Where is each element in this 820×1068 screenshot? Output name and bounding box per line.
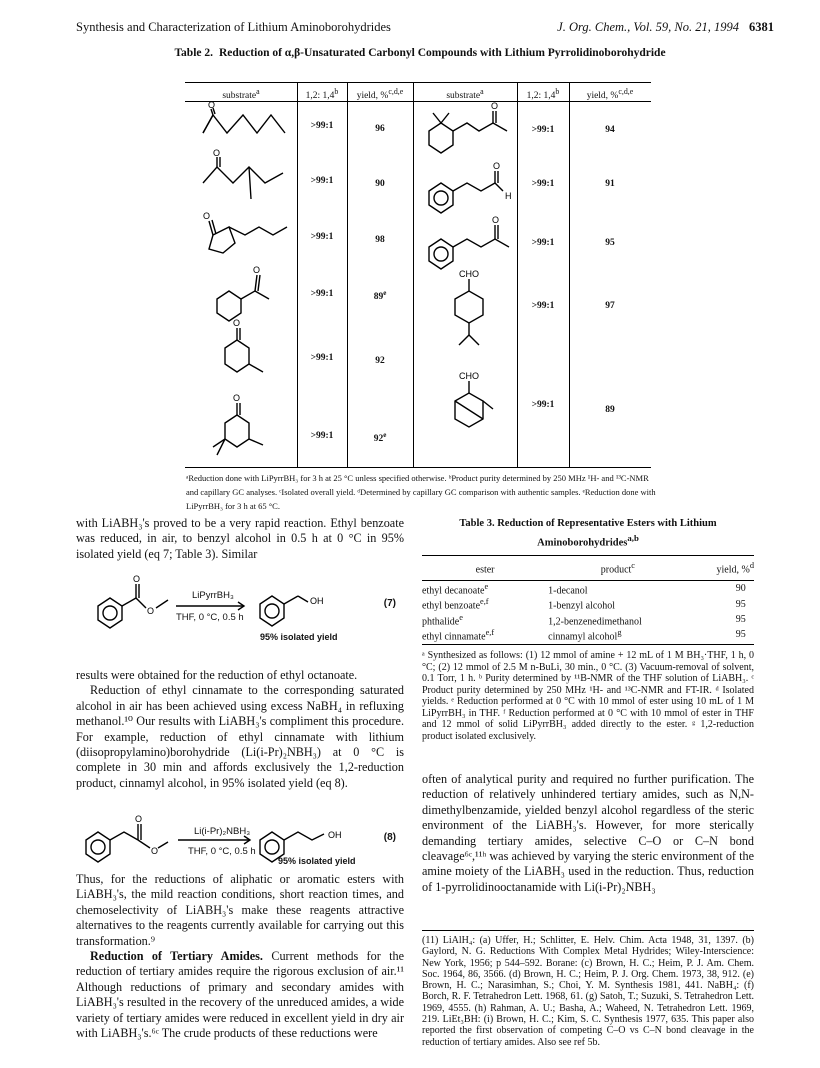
table2-yield-left-4: 89e (373, 289, 387, 303)
right-column-body (422, 772, 754, 895)
svg-text:OH: OH (328, 830, 342, 840)
svg-text:O: O (233, 393, 241, 403)
table2-yield-right-1: 94 (605, 125, 615, 135)
journal-citation: J. Org. Chem., Vol. 59, No. 21, 1994 (557, 20, 739, 34)
table2-yield-right-5: 89 (605, 405, 615, 415)
svg-text:O: O (493, 161, 501, 171)
substrate-methylcyclohexenone (207, 318, 297, 386)
table2-ratio-left-4: >99:1 (310, 289, 334, 299)
substrate-cyclopentenone (193, 209, 293, 259)
table3-footnotes: ᵃ Synthesized as follows: (1) 12 mmol of amine + 12 mL of 1 M BH₃·THF, 1 h, 0 °C; (2) 12 mmol of 2.5 M n-BuLi, 30 min., 0 °C. (3) Vacuum-removal of solvent, 0.1 Torr, 1 h. ᵇ Purity determined by ¹¹B-NMR of the THF solution of LiABH₃. ᶜ Product purity determined by 250 MHz ¹H- and ¹³C-NMR and FT-IR. ᵈ Isolated yields. ᵉ Reduction performed at 0 °C with 10 mmol of ester using 10 mL of 1 M LiPyrrBH₃ in THF. ᶠ Reduction performed at 0 °C with 10 mmol of ester in THF and 12 mmol of solid LiPyrrBH₃ added directly to the ester. ᵍ 1,2-reduction product isolated exclusively. (422, 650, 754, 742)
substrate-cyclohexenyl-ketone (207, 263, 297, 323)
substrate-cinnamaldehyde (421, 163, 515, 213)
table2-ratio-right-3: >99:1 (531, 238, 555, 248)
table3-header-ester: ester (422, 556, 548, 581)
table2-header-yield-right: yield, %$^{c,d,e}$ (586, 87, 634, 102)
substrate-beta-ionone (421, 101, 515, 155)
table2-footnote: ᵃReduction done with LiPyrrBH₃ for 3 h at 25 °C unless specified otherwise. ᵇProduct purity determined by 250 MHz ¹H- and ¹³C-NMR and capillary GC analyses. ᶜIsolated overall yield. ᵈDetermined by capillary GC comparison with authentic samples. ᵉReduction done with LiPyrrBH₃ for 3 h at 65 °C. (186, 473, 656, 512)
svg-text:H: H (505, 191, 512, 201)
running-header-journal (557, 20, 774, 35)
table3-block (422, 516, 754, 742)
table2-header-substrate-left: substrate$^a$ (222, 87, 260, 102)
table2-ratio-left-2: >99:1 (310, 176, 334, 186)
table3-caption: Table 3. Reduction of Representative Esters with Lithium Aminoborohydrides$^{a,b}$ (459, 518, 717, 549)
svg-text:CHO: CHO (459, 269, 479, 279)
table2-title: Reduction of α,β-Unsaturated Carbonyl Compounds with Lithium Pyrrolidinoborohydride (219, 47, 666, 59)
substrate-3-nonen-2-one (193, 100, 293, 145)
table2-ratio-left-3: >99:1 (310, 232, 334, 242)
table2-ratio-right-5: >99:1 (531, 400, 555, 410)
substrate-benzalacetone (421, 215, 515, 269)
right-column-para1: often of analytical purity and required no further purification. The reduction of relatively unhindered tertiary amides, such as N,N-dimethylbenzamide, yielded benzyl alcohol regardless of the steric environment of the LiABH₃'s. However, for more sterically demanding tertiary amides, selective C–O or C–N bond cleavage⁶ᶜ,¹¹ʰ was achieved by varying the steric environment of the amine moiety of the LiABH₃ used in the reduction. Thus, reduction of 1-pyrrolidinooctanamide with Li(i-Pr)₂NBH₃ (422, 772, 754, 894)
equation-8 (76, 806, 404, 864)
left-column-para5: Reduction of Tertiary Amides. Current methods for the reduction of tertiary amides require the rigorous exclusion of air.¹¹ Although reductions of primary and secondary amides with LiABH₃'s resulted in the recovery of the unreduced amides, a wide variety of tertiary amides were reduced in excellent yield in dry air with LiABH₃'s.⁶ᶜ The crude products of these reductions were (76, 949, 404, 1041)
left-column-body-2 (76, 872, 404, 1041)
table2-header-ratio-left: 1,2: 1,4$^b$ (305, 87, 339, 102)
section-title: Reduction of Tertiary Amides. (90, 949, 263, 964)
table-row: ethyl decanoate$^e$ 1-decanol 90 (422, 582, 746, 597)
svg-text:CHO: CHO (459, 371, 479, 381)
eq8-label: (8) (383, 832, 396, 843)
left-column-para1: with LiABH₃'s proved to be a very rapid reaction. Ethyl benzoate was reduced, in air, to benzyl alcohol in 0.5 h at 0 °C in 95% isolated yield (eq 7; Table 3). Similar (76, 516, 404, 561)
table2-col-rule (347, 83, 348, 467)
substrate-branched-enone (193, 148, 293, 203)
running-header-title: Synthesis and Characterization of Lithium Aminoborohydrides (76, 20, 391, 34)
table2-ratio-left-1: >99:1 (310, 121, 334, 131)
eq7-label: (7) (383, 598, 396, 609)
table-row: phthalide$^e$ 1,2-benzenedimethanol 95 (422, 612, 746, 628)
table2-ratio-right-1: >99:1 (531, 125, 555, 135)
eq7-structures (86, 574, 406, 654)
eq7-conditions: THF, 0 °C, 0.5 h (176, 612, 244, 623)
references: (11) LiAlH₄: (a) Uffer, H.; Schlitter, E. Helv. Chim. Acta 1948, 31, 1397. (b) Gaylord, N. G. Reductions With Complex Metal Hydrides; Wiley-Interscience: New York, 1956; p 544–592. Borane: (c) Brown, H. C.; Heim, P. J. Am. Chem. Soc. 1964, 86, 3566. (d) Brown, H. C.; Heim, P. J. Org. Chem. 1973, 38, 912. (e) Brown, H. C.; Narasimhan, S.; Choi, Y. M. Synthesis 1981, 441. NaBH₄: (f) Borch, R. F. Tetrahedron Lett. 1968, 61. (g) Satoh, T.; Suzuki, S. Tetrahedron Lett. 1969, 4555. (h) Rahman, A. U.; Basha, A.; Waheed, N. Tetrahedron Lett. 1969, 219. LiEt₃BH: (i) Brown, H. C.; Kim, S. C. Synthesis 1977, 635. This paper also reported the first observation of competing C–O vs C–N bond cleavage in the reduction of tertiary amides. Also see ref 5b. (422, 930, 754, 1048)
substrate-isophorone (207, 393, 297, 461)
eq7-reagent: LiPyrrBH₃ (192, 590, 234, 601)
table2-yield-left-5: 92 (375, 356, 385, 367)
table-row: ethyl cinnamate$^{e,f}$ cinnamyl alcohol$^g$ 95 (422, 627, 754, 645)
table3-title: Reduction of Representative Esters with Lithium Aminoborohydrides (497, 518, 717, 549)
eq8-conditions: THF, 0 °C, 0.5 h (188, 846, 256, 857)
table2-header-ratio-right: 1,2: 1,4$^b$ (526, 87, 560, 102)
table2-yield-right-4: 97 (605, 301, 615, 311)
eq8-yield: 95% isolated yield (278, 856, 356, 866)
eq8-reagent: Li(i-Pr)₂NBH₃ (194, 826, 251, 837)
table2-header-rule (185, 101, 651, 102)
table2-ratio-left-5: >99:1 (310, 353, 334, 363)
left-column-para4: Thus, for the reductions of aliphatic or aromatic esters with LiABH₃'s, the mild reaction conditions, short reaction times, and chemoselectivity of LiABH₃'s make these reagents attractive alternatives to the reagents currently available for carrying out this transformation.⁹ (76, 872, 404, 948)
table2-ratio-right-2: >99:1 (531, 179, 555, 189)
svg-text:O: O (203, 211, 211, 221)
svg-text:O: O (208, 100, 216, 110)
table2-yield-right-3: 95 (605, 238, 615, 248)
table2-ratio-right-4: >99:1 (531, 301, 555, 311)
table2-yield-left-1: 96 (375, 124, 385, 135)
svg-text:O: O (147, 606, 155, 616)
table-row: ethyl benzoate$^{e,f}$ 1-benzyl alcohol 95 (422, 597, 746, 612)
table2-col-rule (297, 83, 298, 467)
table2-caption (60, 47, 780, 59)
svg-text:O: O (233, 318, 241, 328)
table2-yield-left-6: 92e (373, 431, 387, 445)
svg-text:O: O (213, 148, 221, 158)
table3-header-yield: yield, %$^d$ (688, 556, 754, 581)
table2-ratio-left-6: >99:1 (310, 431, 334, 441)
equation-7 (76, 572, 404, 658)
svg-text:O: O (151, 846, 159, 856)
left-column-para3: Reduction of ethyl cinnamate to the corresponding saturated alcohol in air has been achieved using excess NaBH₄ in refluxing methanol.¹⁰ Our results with LiABH₃'s compliment this procedure. For example, reduction of ethyl cinnamate with lithium (diisopropylamino)borohydride (Li(i-Pr)₂NBH₃) at 0 °C is complete in 30 min and affords exclusively the 1,2-reduction product, cinnamyl alcohol, in 95% isolated yield (eq 8). (76, 683, 404, 790)
svg-text:O: O (492, 215, 500, 225)
table2-col-rule (413, 83, 414, 467)
table2-label: Table 2. (174, 47, 213, 59)
table3-header-product: product$^c$ (548, 556, 687, 581)
svg-text:OH: OH (310, 596, 324, 606)
table2-yield-right-2: 91 (605, 179, 615, 189)
eq7-yield: 95% isolated yield (260, 632, 338, 642)
svg-text:O: O (135, 814, 143, 824)
svg-text:O: O (253, 265, 261, 275)
substrate-myrtenal (435, 371, 515, 455)
table2-header-substrate-right: substrate$^a$ (446, 87, 484, 102)
table3-label: Table 3. (459, 518, 495, 529)
table2-yield-left-2: 90 (375, 179, 385, 190)
page-number: 6381 (749, 20, 774, 34)
svg-text:O: O (133, 574, 141, 584)
table3 (422, 555, 754, 645)
table2-header-yield-left: yield, %$^{c,d,e}$ (356, 87, 404, 102)
table2-yield-left-3: 98 (375, 235, 385, 246)
left-column-body (76, 668, 404, 791)
table2 (185, 82, 651, 468)
substrate-perillaldehyde (435, 271, 515, 355)
svg-text:O: O (491, 101, 499, 111)
left-column-para2: results were obtained for the reduction of ethyl octanoate. (76, 668, 358, 682)
